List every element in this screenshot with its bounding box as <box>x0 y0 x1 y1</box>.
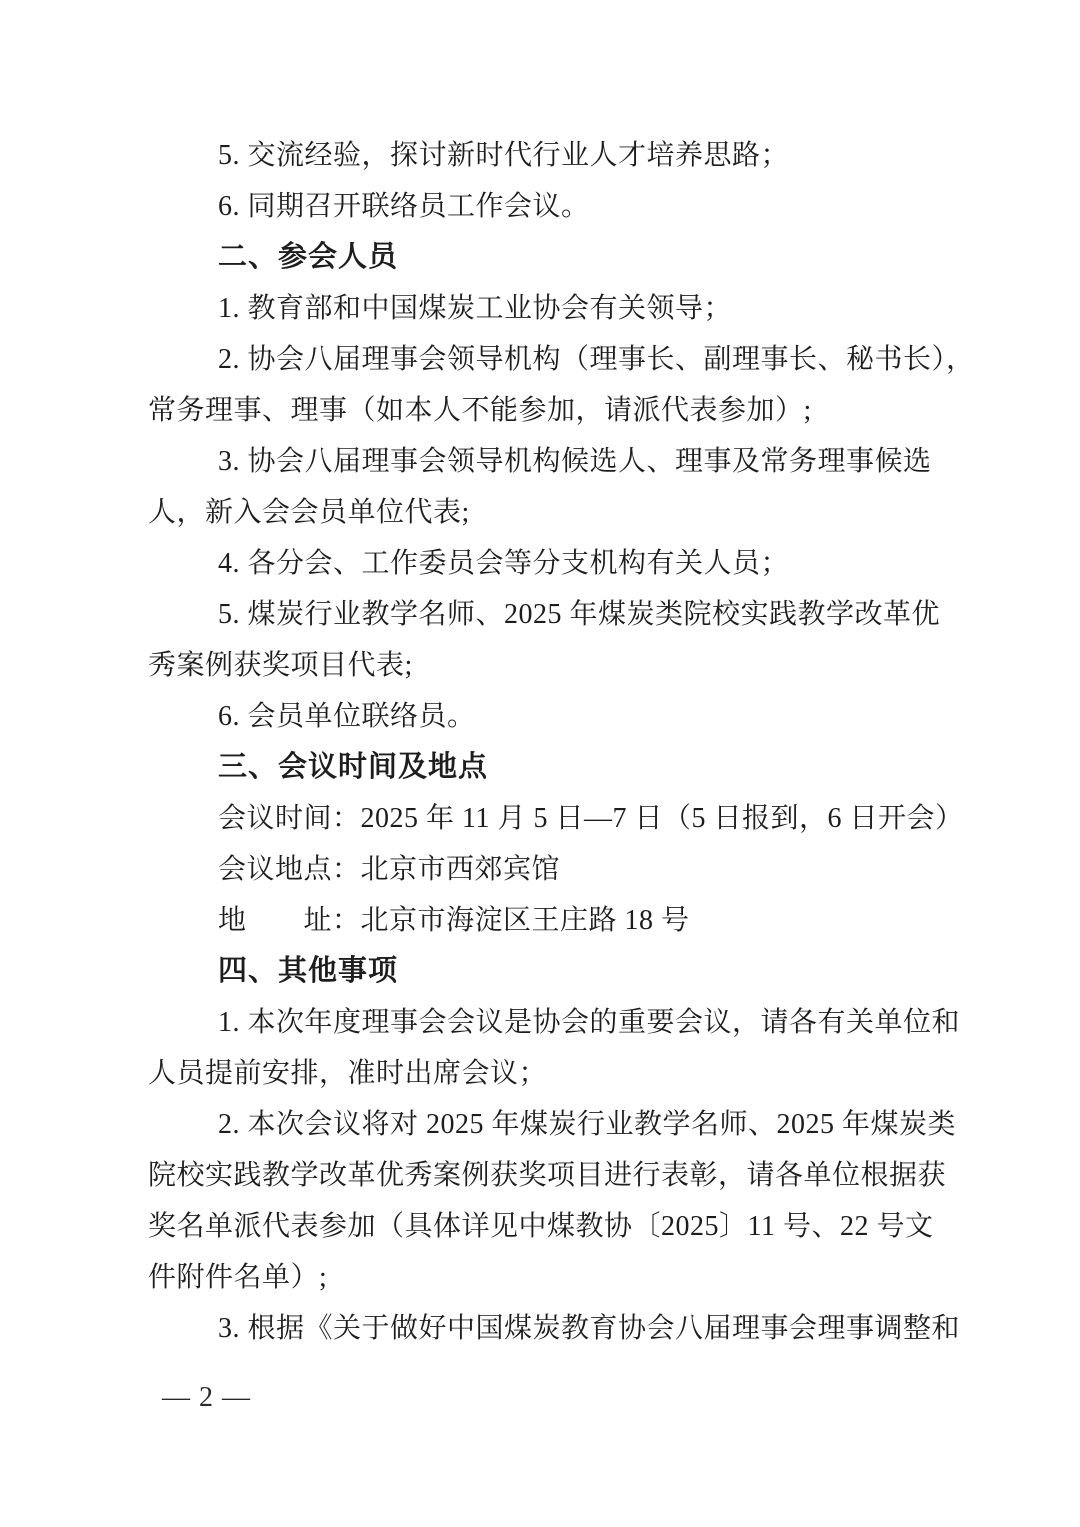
text-line: 2. 协会八届理事会领导机构（理事长、副理事长、秘书长）， <box>218 344 975 375</box>
section-heading: 四、其他事项 <box>218 955 399 987</box>
text-line: 1. 本次年度理事会会议是协会的重要会议，请各有关单位和 <box>218 1007 961 1038</box>
text-line: 院校实践教学改革优秀案例获奖项目进行表彰，请各单位根据获 <box>148 1160 947 1191</box>
text-line: 2. 本次会议将对 2025 年煤炭行业教学名师、2025 年煤炭类 <box>218 1109 957 1140</box>
text-line: 秀案例获奖项目代表; <box>148 650 413 681</box>
text-line: 人员提前安排，准时出席会议； <box>148 1058 548 1089</box>
section-heading: 二、参会人员 <box>218 241 399 273</box>
section-heading: 三、会议时间及地点 <box>218 751 489 783</box>
text-line: 常务理事、理事（如本人不能参加，请派代表参加）; <box>148 395 812 426</box>
text-line: 1. 教育部和中国煤炭工业协会有关领导； <box>218 293 733 324</box>
text-line: 5. 交流经验，探讨新时代行业人才培养思路； <box>218 140 790 171</box>
text-line: 3. 根据《关于做好中国煤炭教育协会八届理事会理事调整和 <box>218 1313 961 1344</box>
document-body <box>148 130 975 1354</box>
text-line: 地 址：北京市海淀区王庄路 18 号 <box>218 905 690 936</box>
text-line: 会议地点：北京市西郊宾馆 <box>218 854 561 885</box>
text-line: 4. 各分会、工作委员会等分支机构有关人员； <box>218 548 790 579</box>
text-line: 奖名单派代表参加（具体详见中煤教协〔2025〕11 号、22 号文 <box>148 1211 934 1242</box>
text-line: 3. 协会八届理事会领导机构候选人、理事及常务理事候选 <box>218 446 932 477</box>
text-line: 会议时间：2025 年 11 月 5 日—7 日（5 日报到，6 日开会） <box>218 803 964 834</box>
text-line: 人，新入会会员单位代表; <box>148 497 470 528</box>
text-line: 6. 会员单位联络员。 <box>218 701 476 732</box>
page-number: — 2 — <box>162 1382 251 1413</box>
text-line: 6. 同期召开联络员工作会议。 <box>218 191 590 222</box>
text-line: 件附件名单）; <box>148 1262 328 1293</box>
text-line: 5. 煤炭行业教学名师、2025 年煤炭类院校实践教学改革优 <box>218 599 941 630</box>
